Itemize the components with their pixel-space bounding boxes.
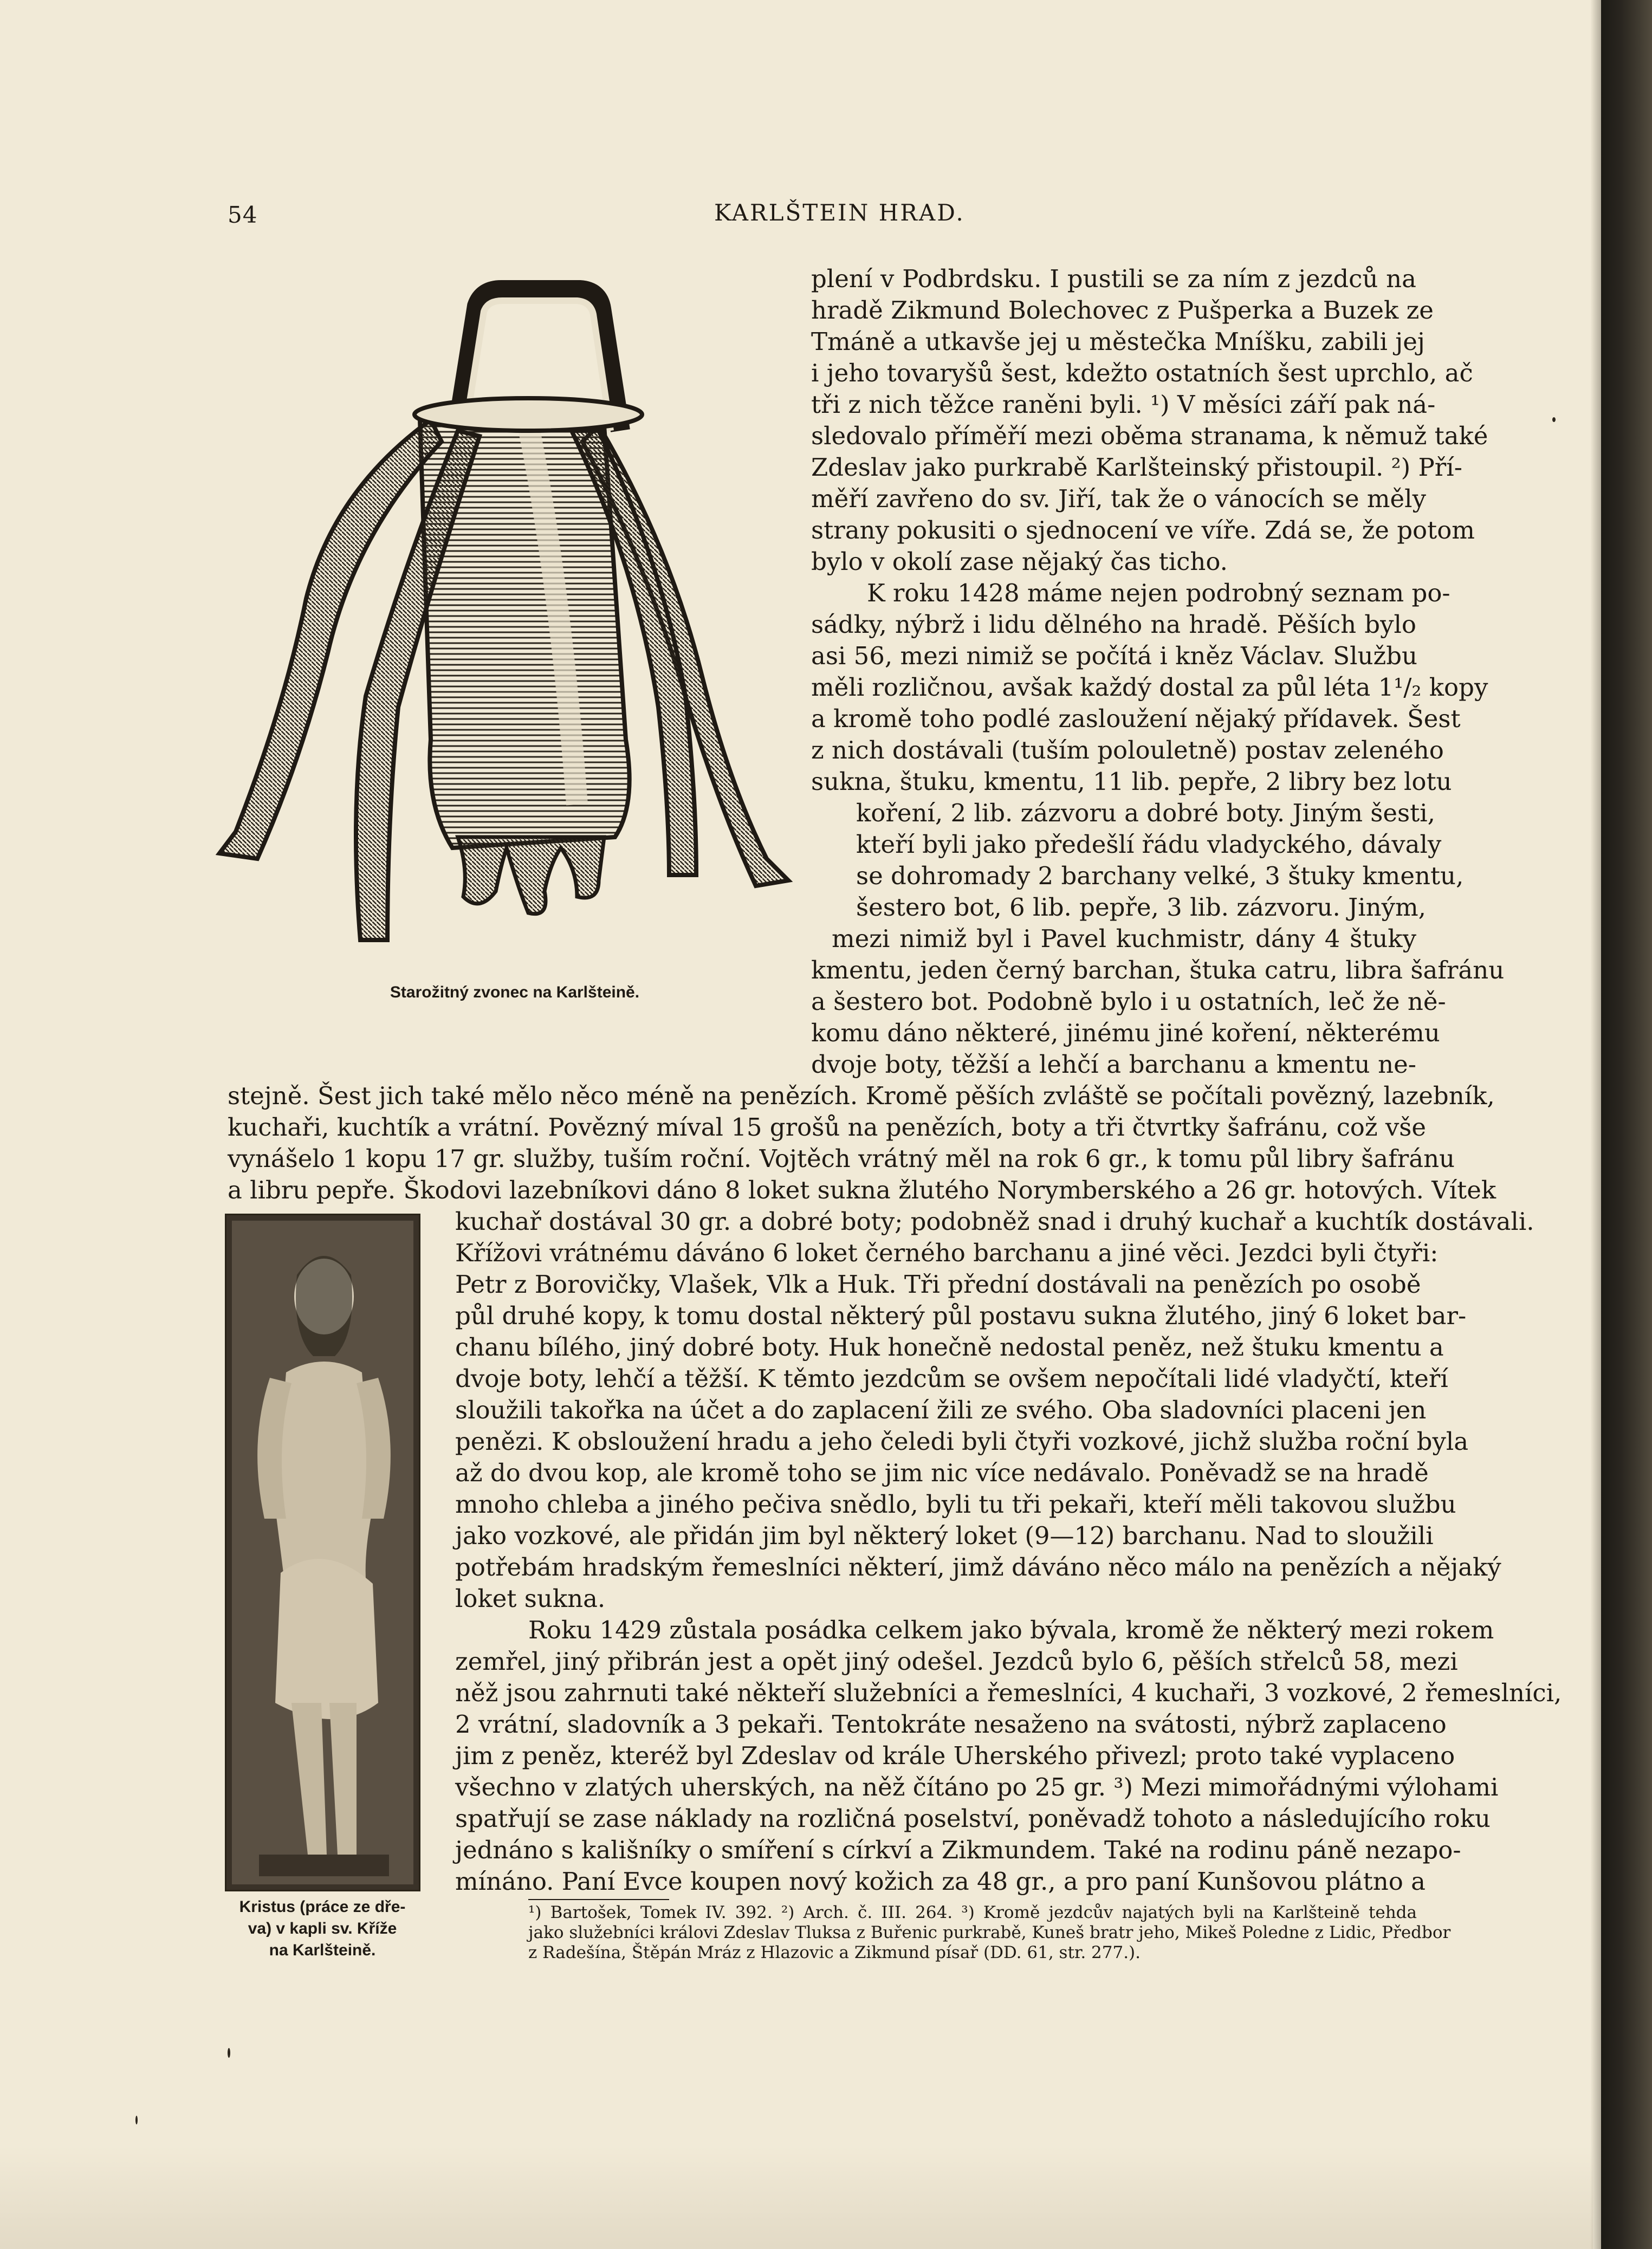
christ-caption-line: va) v kapli sv. Kříže <box>248 1920 397 1937</box>
text-line: 2 vrátní, sladovník a 3 pekaři. Tentokráte nesaženo na svátosti, nýbrž zaplaceno <box>455 1710 1447 1739</box>
text-line: sádky, nýbrž i lidu dělného na hradě. Pěších bylo <box>811 610 1416 639</box>
text-line: potřebám hradským řemeslníci některí, jimž dáváno něco málo na penězích a nějaký <box>455 1553 1501 1582</box>
text-line: dvoje boty, lehčí a těžší. K těmto jezdcům se ovšem nepočítali lidé vladyčtí, kteří <box>455 1364 1448 1393</box>
text-line: stejně. Šest jich také mělo něco méně na penězích. Kromě pěších zvláště se počítali povězný, lazebník, <box>228 1081 1495 1110</box>
bell-illustration <box>225 263 794 978</box>
text-line: koření, 2 lib. zázvoru a dobré boty. Jiným šesti, <box>856 799 1435 827</box>
text-line: z nich dostávali (tuším polouletně) postav zeleného <box>811 736 1444 764</box>
text-line: a libru pepře. Škodovi lazebníkovi dáno 8 loket sukna žlutého Norymberského a 26 gr. hotových. Vítek <box>228 1176 1496 1204</box>
text-line: zemřel, jiný přibrán jest a opět jiný odešel. Jezdců bylo 6, pěších střelců 58, mezi <box>455 1647 1458 1676</box>
christ-caption <box>219 1896 425 1961</box>
text-line: komu dáno některé, jinému jiné koření, některému <box>811 1019 1440 1047</box>
text-line: kuchař dostával 30 gr. a dobré boty; podobněž snad i druhý kuchař a kuchtík dostávali. <box>455 1207 1534 1236</box>
bell-caption: Starožitný zvonec na Karlšteině. <box>390 983 640 1001</box>
text-line: se dohromady 2 barchany velké, 3 štuky kmentu, <box>856 861 1464 890</box>
text-line: K roku 1428 máme nejen podrobný seznam po- <box>867 579 1450 607</box>
text-line: kmentu, jeden černý barchan, štuka catru, libra šafránu <box>811 956 1505 984</box>
text-line: něž jsou zahrnuti také někteří služebníci a řemeslníci, 4 kuchaři, 3 vozkové, 2 řemeslníci, <box>455 1678 1562 1707</box>
text-line: sukna, štuku, kmentu, 11 lib. pepře, 2 libry bez lotu <box>811 767 1452 796</box>
text-line: bylo v okolí zase nějaký čas ticho. <box>811 547 1228 576</box>
text-line: mínáno. Paní Evce koupen nový kožich za 48 gr., a pro paní Kunšovou plátno a <box>455 1867 1426 1896</box>
text-line: spatřují se zase náklady na rozličná poselství, poněvadž tohoto a následujícího roku <box>455 1804 1491 1833</box>
text-line: loket sukna. <box>455 1584 606 1613</box>
text-line: chanu bílého, jiný dobré boty. Huk honečně nedostal peněz, než štuku kmentu a <box>455 1333 1444 1362</box>
text-line: a šestero bot. Podobně bylo i u ostatních, leč že ně- <box>811 987 1446 1016</box>
footnote-line: ¹) Bartošek, Tomek IV. 392. ²) Arch. č. III. 264. ³) Kromě jezdcův najatých byli na Karlšteině tehda <box>528 1903 1417 1922</box>
text-line: penězi. K obsloužení hradu a jeho čeledi byli čtyři vozkové, jichž služba roční byla <box>455 1427 1469 1456</box>
text-line: sloužili takořka na účet a do zaplacení žili ze svého. Oba sladovníci placeni jen <box>455 1396 1427 1424</box>
text-line: strany pokusiti o sjednocení ve víře. Zdá se, že potom <box>811 516 1475 545</box>
text-line: kuchaři, kuchtík a vrátní. Povězný míval 15 grošů na penězích, boty a tři čtvrtky šafránu, což vše <box>228 1113 1427 1142</box>
text-line: šestero bot, 6 lib. pepře, 3 lib. zázvoru. Jiným, <box>856 893 1426 922</box>
text-line: i jeho tovaryšů šest, kdežto ostatních šest uprchlo, ač <box>811 359 1473 387</box>
running-title: KARLŠTEIN HRAD. <box>714 199 965 226</box>
footnote-line: z Radešína, Štěpán Mráz z Hlazovic a Zikmund písař (DD. 61, str. 277.). <box>528 1943 1141 1962</box>
text-line: Roku 1429 zůstala posádka celkem jako bývala, kromě že některý mezi rokem <box>528 1616 1494 1644</box>
text-line: kteří byli jako předešlí řádu vladyckého, dávaly <box>856 830 1442 859</box>
christ-statue-drawing <box>226 1215 419 1890</box>
christ-illustration <box>225 1214 420 1891</box>
text-line: měli rozličnou, avšak každý dostal za půl léta 1¹/₂ kopy <box>811 673 1488 702</box>
christ-caption-line: Kristus (práce ze dře- <box>239 1898 406 1916</box>
text-line: všechno v zlatých uherských, na něž čítáno po 25 gr. ³) Mezi mimořádnými výlohami <box>455 1773 1499 1801</box>
text-line: mnoho chleba a jiného pečiva snědlo, byli tu tři pekaři, kteří měli takovou službu <box>455 1490 1456 1519</box>
paper-speck <box>1552 417 1556 422</box>
text-line: plení v Podbrdsku. I pustili se za ním z jezdců na <box>811 264 1416 293</box>
text-line: jim z peněz, kteréž byl Zdeslav od krále Uherského přivezl; proto také vyplaceno <box>455 1741 1455 1770</box>
text-line: půl druhé kopy, k tomu dostal některý půl postavu sukna žlutého, jiný 6 loket bar- <box>455 1301 1467 1330</box>
text-line: měří zavřeno do sv. Jiří, tak že o vánocích se měly <box>811 484 1426 513</box>
paper-speck <box>135 2116 138 2124</box>
paper-speck <box>228 2048 230 2058</box>
text-line: sledovalo příměří mezi oběma stranama, k němuž také <box>811 422 1488 450</box>
christ-caption-line: na Karlšteině. <box>269 1941 376 1959</box>
text-line: asi 56, mezi nimiž se počítá i kněz Václav. Službu <box>811 641 1417 670</box>
text-line: a kromě toho podlé zasloužení nějaký přídavek. Šest <box>811 704 1461 733</box>
text-line: tři z nich těžce raněni byli. ¹) V měsíci září pak ná- <box>811 390 1436 419</box>
text-line: Petr z Borovičky, Vlašek, Vlk a Huk. Tři přední dostávali na penězích po osobě <box>455 1270 1421 1299</box>
footnote-line: jako služebníci královi Zdeslav Tluksa z Buřenic purkrabě, Kuneš bratr jeho, Mikeš Poledne z Lidic, Předbor <box>528 1923 1451 1942</box>
text-line: hradě Zikmund Bolechovec z Pušperka a Buzek ze <box>811 296 1434 325</box>
text-line: Křížovi vrátnému dáváno 6 loket černého barchanu a jiné věci. Jezdci byli čtyři: <box>455 1239 1439 1267</box>
text-line: jednáno s kališníky o smíření s církví a Zikmundem. Také na rodinu páně nezapo- <box>455 1836 1461 1864</box>
text-line: mezi nimiž byl i Pavel kuchmistr, dány 4 štuky <box>832 924 1416 953</box>
text-line: jako vozkové, ale přidán jim byl některý loket (9—12) barchanu. Nad to sloužili <box>455 1521 1434 1550</box>
paper-stain <box>0 2146 1593 2249</box>
text-line: až do dvou kop, ale kromě toho se jim nic více nedávalo. Poněvadž se na hradě <box>455 1459 1429 1487</box>
footnote-rule <box>528 1899 669 1900</box>
text-line: Tmáně a utkavše jej u městečka Mníšku, zabili jej <box>811 327 1425 356</box>
text-line: dvoje boty, těžší a lehčí a barchanu a kmentu ne- <box>811 1050 1416 1079</box>
text-line: vynášelo 1 kopu 17 gr. služby, tuším roční. Vojtěch vrátný měl na rok 6 gr., k tomu půl libry šafránu <box>228 1144 1455 1173</box>
text-line: Zdeslav jako purkrabě Karlšteinský přistoupil. ²) Pří- <box>811 453 1462 482</box>
page-edge-shadow <box>1590 0 1602 2249</box>
page-number: 54 <box>228 202 258 228</box>
page-edge-binding <box>1601 0 1652 2249</box>
